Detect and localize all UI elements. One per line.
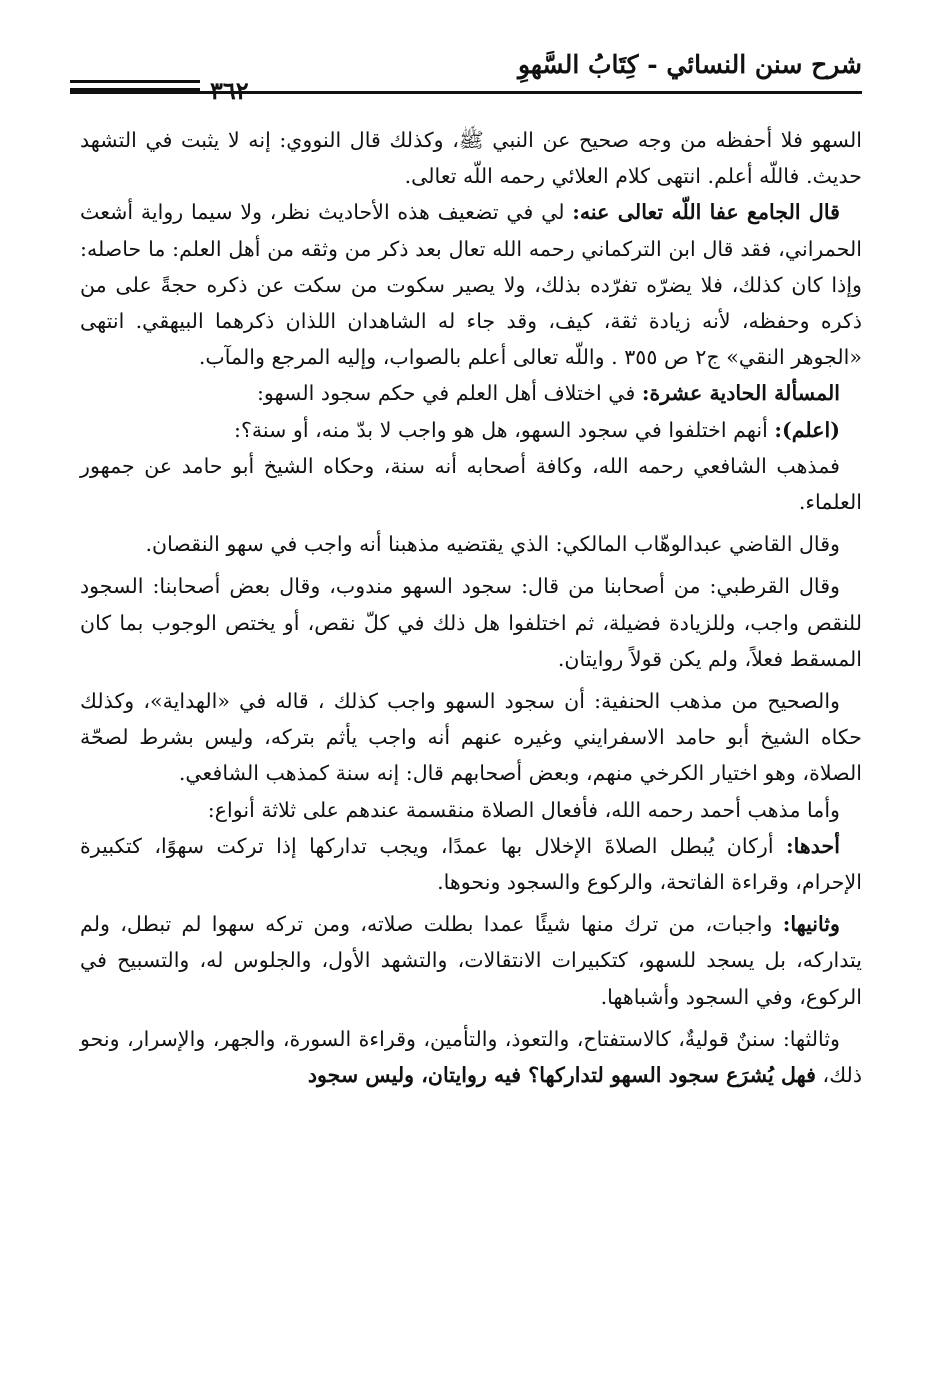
paragraph-lead: وثانيها: — [782, 912, 840, 937]
paragraph: وأما مذهب أحمد رحمه الله، فأفعال الصلاة منقسمة عندهم على ثلاثة أنواع: — [207, 797, 840, 822]
paragraph-lead: قال الجامع عفا اللّه تعالى عنه: — [572, 200, 840, 225]
page-number-rule-bottom — [70, 88, 200, 91]
paragraph: وثانيها: واجبات، من ترك منها شيئًا عمدا بطلت صلاته، ومن تركه سهوا لم تبطل، ولم يتداركه، بل يسجد للسهو، كتكبيرات الانتقالات، والتشهد الأول، والجلوس له، والتسبيح في الركوع، وفي السجود وأشباهها. — [80, 912, 862, 1009]
paragraph-bold-tail: فهل يُشرَع سجود السهو لتداركها؟ فيه روايتان، وليس سجود — [307, 1063, 816, 1088]
page-number: ٣٦٢ — [210, 76, 249, 105]
paragraph: قال الجامع عفا اللّه تعالى عنه: لي في تضعيف هذه الأحاديث نظر، ولا سيما رواية أشعث الحمراني، فقد قال ابن التركماني رحمه الله تعال بعد ذكر من وثقه من أهل العلم: ما حاصله: وإذا كان كذلك، فلا يضرّه تفرّده بذلك، ولا يصير سكوت من سكت عن ذكره حجةً على من ذكره وحفظه، لأنه زيادة ثقة، كيف، وقد جاء له الشاهدان اللذان ذكرهما البيهقي. انتهى «الجوهر النقي» ج٢ ص ٣٥٥ . واللّه تعالى أعلم بالصواب، وإليه المرجع والمآب. — [80, 200, 862, 370]
paragraph: (اعلم): أنهم اختلفوا في سجود السهو، هل هو واجب لا بدّ منه، أو سنة؟: — [234, 417, 840, 442]
page-header — [70, 50, 862, 110]
body-text — [80, 122, 862, 1093]
paragraph: وثالثها: سننٌ قوليةٌ، كالاستفتاح، والتعوذ، والتأمين، وقراءة السورة، والجهر، والإسرار، ونحو ذلك، فهل يُشرَع سجود السهو لتداركها؟ فيه روايتان، وليس سجود — [80, 1026, 862, 1088]
paragraph: المسألة الحادية عشرة: في اختلاف أهل العلم في حكم سجود السهو: — [256, 381, 840, 406]
running-title: شرح سنن النسائي - كِتَابُ السَّهوِ — [517, 50, 862, 79]
header-rule — [70, 91, 862, 94]
paragraph: وقال القرطبي: من أصحابنا من قال: سجود السهو مندوب، وقال بعض أصحابنا: السجود للنقص واجب، وللزيادة فضيلة، ثم اختلفوا هل ذلك في كلّ نقص، أو يختص الوجوب بما كان المسقط فعلاً، ولم يكن قولاً روايتان. — [80, 574, 862, 671]
paragraph-lead: (اعلم): — [774, 417, 840, 442]
paragraph: فمذهب الشافعي رحمه الله، وكافة أصحابه أنه سنة، وحكاه الشيخ أبو حامد عن جمهور العلماء. — [80, 453, 862, 515]
paragraph: أحدها: أركان يُبطل الصلاةَ الإخلال بها عمدًا، ويجب تداركها إذا تركت سهوًا، كتكبيرة الإحرام، وقراءة الفاتحة، والركوع والسجود ونحوها. — [80, 833, 862, 895]
paragraph: وقال القاضي عبدالوهّاب المالكي: الذي يقتضيه مذهبنا أنه واجب في سهو النقصان. — [145, 532, 840, 557]
paragraph: السهو فلا أحفظه من وجه صحيح عن النبي ﷺ، وكذلك قال النووي: إنه لا يثبت في التشهد حديث. فاللّه أعلم. انتهى كلام العلائي رحمه اللّه تعالى. — [80, 128, 862, 189]
page-number-rule-top — [70, 80, 200, 83]
paragraph: والصحيح من مذهب الحنفية: أن سجود السهو واجب كذلك ، قاله في «الهداية»، وكذلك حكاه الشيخ أبو حامد الاسفرايني وغيره عنهم أنه واجب يأثم بتركه، وليس بشرط لصحّة الصلاة، وهو اختيار الكرخي منهم، وبعض أصحابهم قال: إنه سنة كمذهب الشافعي. — [80, 689, 862, 786]
paragraph-lead: المسألة الحادية عشرة: — [641, 381, 840, 406]
paragraph-lead: أحدها: — [786, 833, 840, 858]
